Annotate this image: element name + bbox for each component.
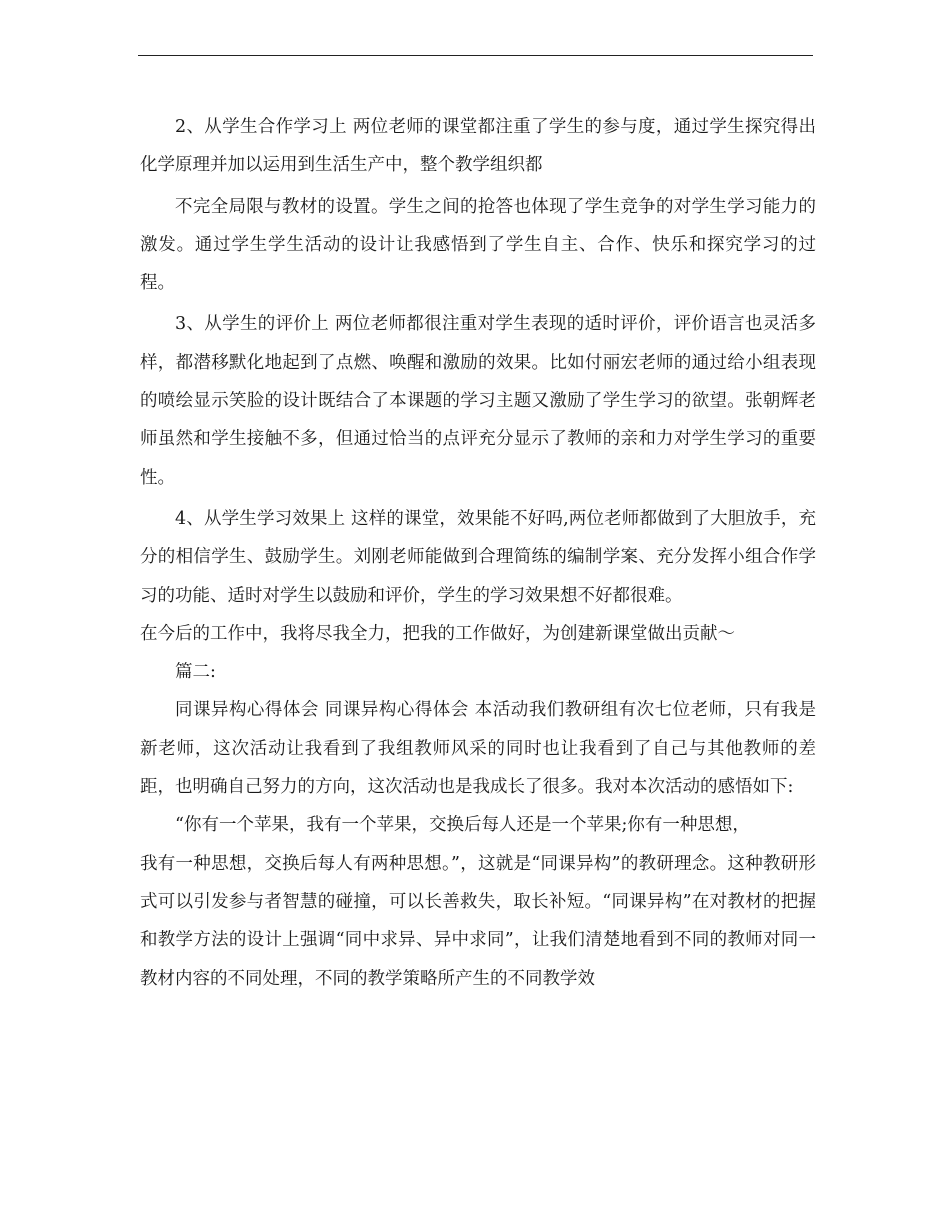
paragraph-section-4: 4、从学生学习效果上 这样的课堂，效果能不好吗,两位老师都做到了大胆放手，充分的相信学生、鼓励学生。刘刚老师能做到合理简练的编制学案、充分发挥小组合作学习的功能、适时对学生以鼓励和评价，学生的学习效果想不好都很难。 [140,508,816,606]
paragraph-section-2-continued: 不完全局限与教材的设置。学生之间的抢答也体现了学生竞争的对学生学习能力的激发。通过学生学生活动的设计让我感悟到了学生自主、合作、快乐和探究学习的过程。 [140,196,816,294]
header-rule [138,55,813,56]
paragraph-section-2: 2、从学生合作学习上 两位老师的课堂都注重了学生的参与度，通过学生探究得出化学原理并加以运用到生活生产中，整个教学组织都 [140,117,816,176]
paragraph-part-two-intro: 同课异构心得体会 同课异构心得体会 本活动我们教研组有次七位老师，只有我是新老师，这次活动让我看到了我组教师风采的同时也让我看到了自己与其他教师的差距，也明确自己努力的方向，这次活动也是我成长了很多。我对本次活动的感悟如下: [140,700,816,798]
paragraph-closing: 在今后的工作中，我将尽我全力，把我的工作做好，为创建新课堂做出贡献～ [140,623,735,644]
paragraph-part-two-heading: 篇二: [175,662,216,683]
document-body [140,108,816,998]
paragraph-quote-continued: 我有一种思想，交换后每人有两种思想。”，这就是“同课异构”的教研理念。这种教研形式可以引发参与者智慧的碰撞，可以长善救失，取长补短。“同课异构”在对教材的把握和教学方法的设计上强调“同中求异、异中求同”，让我们清楚地看到不同的教师对同一教材内容的不同处理，不同的教学策略所产生的不同教学效 [140,853,816,989]
paragraph-quote-first-line: “你有一个苹果，我有一个苹果，交换后每人还是一个苹果;你有一种思想， [175,815,750,836]
paragraph-section-3: 3、从学生的评价上 两位老师都很注重对学生表现的适时评价，评价语言也灵活多样，都潜移默化地起到了点燃、唤醒和激励的效果。比如付丽宏老师的通过给小组表现的喷绘显示笑脸的设计既结合了本课题的学习主题又激励了学生学习的欲望。张朝辉老师虽然和学生接触不多，但通过恰当的点评充分显示了教师的亲和力对学生学习的重要性。 [140,314,816,488]
